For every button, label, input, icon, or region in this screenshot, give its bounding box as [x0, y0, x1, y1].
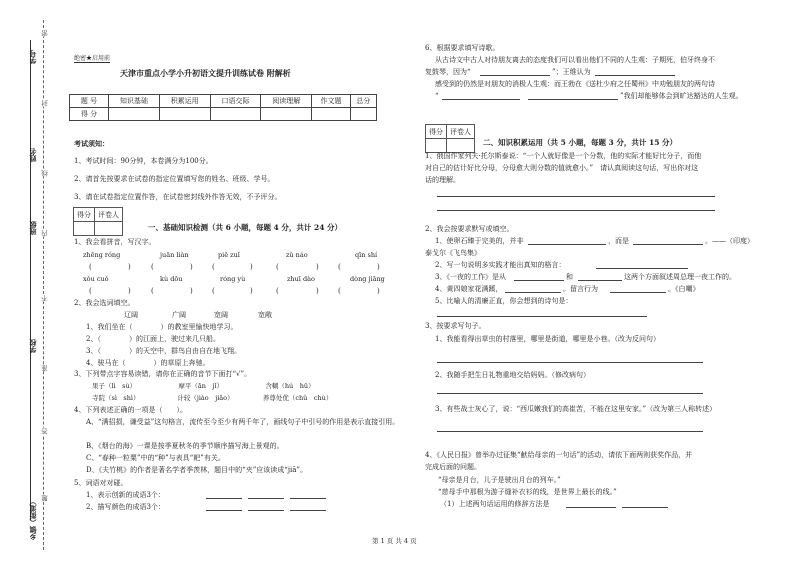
- pinyin: xǒu cuǒ: [83, 275, 109, 283]
- score-row-label: 得 分: [70, 108, 109, 121]
- score-cell[interactable]: [210, 108, 261, 121]
- label-name: 姓名: [28, 148, 37, 162]
- label-school: 学校: [28, 339, 37, 353]
- question: 4、《人民日报》曾举办过征集“献给母亲的一句话”的活动，请依下面两则获奖作品，并: [425, 451, 693, 459]
- choice-option: B、《烟台的海》一课是按季夏秋冬的季节顺序描写海上景观的。: [86, 442, 284, 450]
- answer-paren: ): [316, 287, 319, 295]
- poem-text: 复鼓琴，因为“: [425, 68, 471, 76]
- fill-item: 3、（ ）的天空中，群鸟自由自在地飞翔。: [86, 347, 241, 355]
- question-text: 完成后面的问题。: [425, 463, 481, 471]
- answer-paren: (: [89, 287, 92, 295]
- score-cell[interactable]: [159, 108, 210, 121]
- poem-text: 感受到的仍然是对朋友的消极人生观：而王勃在《送杜少府之任蜀州》中劝勉朋友的两句诗: [435, 80, 715, 88]
- scorer-grader-label: 评卷人: [447, 125, 475, 139]
- fill-item: 5、比喻人的清廉正直，你会想到的诗句是：: [435, 297, 573, 305]
- question: 3、按要求写句子。: [425, 322, 486, 330]
- score-header: 积累运用: [159, 95, 210, 108]
- word-choice: 宽阔: [214, 311, 228, 319]
- question: 6、根据要求填写诗歌。: [425, 44, 500, 52]
- pinyin: róng yù: [220, 275, 246, 283]
- poem-text: “: [435, 92, 439, 100]
- answer-paren: ): [190, 287, 193, 295]
- scorer-grader-cell[interactable]: [95, 222, 123, 236]
- score-cell[interactable]: [312, 108, 351, 121]
- fill-item: ，而是: [608, 237, 629, 245]
- fill-item: 2、（ ）的江面上，驶过来几只船。: [86, 335, 220, 343]
- fill-item: 。留言行为: [563, 285, 598, 293]
- idiom-prompt: 2、描写颜色的成语3个：: [86, 503, 165, 511]
- answer-paren: (: [212, 263, 215, 271]
- fill-item: 。《白嘲》: [668, 285, 700, 293]
- label-class: 班级: [28, 221, 37, 235]
- answer-line[interactable]: [437, 431, 703, 432]
- cut-word: 密: [41, 30, 49, 37]
- scorer-grader-label: 评卷人: [95, 208, 123, 222]
- answer-blank[interactable]: [596, 268, 688, 269]
- cut-word: 线: [41, 170, 49, 177]
- fill-item: 1、我们坐在（ ）的教室里愉快地学习。: [86, 323, 238, 331]
- scorer-box: [425, 124, 475, 153]
- score-header: 口语交际: [210, 95, 261, 108]
- answer-paren: ): [128, 263, 131, 271]
- scorer-box: [73, 207, 123, 236]
- score-table: [69, 94, 377, 121]
- notice-item: 1、考试时间：90分钟，本卷满分为100分。: [74, 157, 213, 165]
- fill-item: 1、使卵石臻于完美的，并非: [435, 237, 524, 245]
- page-footer: 第 1 页 共 4 页: [372, 537, 417, 545]
- question: 4、下列表述正确的一项是（ ）。: [74, 406, 187, 414]
- section1-heading: 一、基础知识检测（共 6 小题，每题 4 分，共计 24 分）: [148, 223, 343, 232]
- score-header: 阅读理解: [261, 95, 312, 108]
- pinyin: zǔ náo: [286, 251, 308, 259]
- score-header: 题 号: [70, 95, 109, 108]
- answer-blank[interactable]: [622, 507, 668, 508]
- cut-word: 题: [41, 495, 49, 502]
- answer-paren: (: [151, 287, 154, 295]
- answer-blank[interactable]: [610, 292, 666, 293]
- score-header: 作文题: [312, 95, 351, 108]
- quote: “慈母手中那根为游子缝补衣衫的线，是世界上最长的线。”: [438, 488, 617, 496]
- pinyin: piē zuǐ: [218, 251, 240, 259]
- answer-blank[interactable]: [248, 510, 284, 511]
- poem-text: ”我们却能够体会到旷达豁达的人生观。: [620, 92, 743, 100]
- fill-item: 和: [566, 273, 573, 281]
- answer-line[interactable]: [437, 393, 703, 394]
- notice-heading: 考试须知：: [74, 139, 109, 148]
- rewrite-item: 1、我能看得出草虫的村落里，哪里是街道，哪里是小巷。（改为反问句）: [435, 335, 660, 343]
- scorer-score-cell[interactable]: [426, 139, 447, 153]
- answer-blank[interactable]: [578, 280, 622, 281]
- fill-item: 3、《一夜的工作》是从: [435, 273, 506, 281]
- answer-paren: (: [276, 263, 279, 271]
- pinyin: dòng jiāng: [350, 275, 385, 283]
- answer-paren: ): [128, 287, 131, 295]
- score-header: 知识基础: [109, 95, 160, 108]
- score-header: 总分: [350, 95, 376, 108]
- answer-paren: ): [190, 263, 193, 271]
- answer-blank[interactable]: [442, 99, 520, 100]
- cut-word: 准: [41, 365, 49, 372]
- answer-paren: ): [377, 263, 380, 271]
- question: 5、词语对对碰。: [74, 479, 128, 487]
- word-choice: 广阔: [172, 311, 186, 319]
- question: 2、我会按要求默写或填空。: [425, 225, 514, 233]
- answer-line[interactable]: [437, 362, 703, 363]
- pinyin: zhuī dào: [287, 275, 315, 283]
- poem-text: 从古诗文中古人对待朋友离去的态度我们可以看出他们不同的人生观：子期死，伯牙终身不: [435, 56, 715, 64]
- question: 2、我会选词填空。: [74, 299, 135, 307]
- word-choice: 宽敞: [258, 311, 272, 319]
- answer-blank[interactable]: [290, 510, 326, 511]
- answer-paren: (: [151, 263, 154, 271]
- notice-item: 3、请在试卷指定位置作答，在试卷密封线外作答无效，不予评分。: [74, 193, 282, 201]
- answer-blank[interactable]: [528, 244, 606, 245]
- pinyin: juān liàn: [160, 251, 189, 259]
- answer-blank[interactable]: [595, 75, 675, 76]
- answer-paren: ): [316, 263, 319, 271]
- cut-word: 内: [41, 230, 49, 237]
- fill-item: 4、骏马在（ ）的草原上奔驰。: [86, 359, 210, 367]
- answer-line[interactable]: [437, 210, 715, 211]
- quote: “母亲是月台，儿子是驶出月台的列车。”: [438, 476, 561, 484]
- answer-blank[interactable]: [206, 510, 242, 511]
- answer-blank[interactable]: [528, 99, 618, 100]
- pronunciation-row: 寺院（sì shì） 计较（jiào jiǎo） 养尊处优（chǔ chù）: [92, 394, 333, 402]
- fill-item: 4、黄四娘家花满蹊，: [435, 285, 503, 293]
- answer-paren: (: [212, 287, 215, 295]
- section2-heading: 二、知识积累运用（共 5 小题，每题 3 分，共计 15 分）: [483, 138, 678, 147]
- choice-option: C、“春种一粒粟”中的“种”与表具“耙”有关。: [86, 454, 225, 462]
- fill-item: 这两个方面叙述周总理一夜工作的。: [624, 273, 736, 281]
- answer-line[interactable]: [437, 196, 715, 197]
- answer-blank[interactable]: [248, 498, 284, 499]
- question: 3、下列带点字容易读错，请你在正确的音节下面打“√”。: [74, 370, 252, 378]
- pronunciation-row: 果子（lì sù） 摩平（ān jǐ） 含糊（hú hū）: [92, 382, 315, 390]
- pinyin: zhēng róng: [83, 251, 121, 259]
- pinyin: qīn shí: [355, 251, 378, 259]
- choice-option: A、“满招损，谦受益”这句格言，流传至今至少有两千年了，画线句子中引号的作用是表示直接引用。: [86, 418, 400, 426]
- word-choice: 辽阔: [124, 311, 138, 319]
- answer-paren: (: [276, 287, 279, 295]
- label-student-id: 学号: [28, 50, 37, 64]
- answer-blank[interactable]: [514, 280, 564, 281]
- page-title: 天津市重点小学小升初语文提升训练试卷 附解析: [120, 68, 291, 78]
- poem-text: ”；王维认为: [552, 68, 591, 76]
- label-township: 乡镇（街道）: [28, 498, 37, 540]
- fill-item: 2、写一句说明多实践才能出真知的格言：: [435, 261, 566, 269]
- scorer-score-cell[interactable]: [74, 222, 95, 236]
- rewrite-item: 2、我随手把生日礼物重地交给妈妈。（修改病句）: [435, 371, 590, 379]
- answer-line[interactable]: [437, 316, 647, 317]
- answer-paren: ): [250, 287, 253, 295]
- answer-blank[interactable]: [206, 498, 242, 499]
- answer-paren: ): [377, 287, 380, 295]
- idiom-prompt: 1、表示创新的成语3个：: [86, 491, 165, 499]
- scorer-score-label: 得分: [74, 208, 95, 222]
- notice-item: 2、请首先按要求在试卷的指定位置填写您的姓名、班级、学号。: [74, 175, 275, 183]
- choice-option: D、《夫竹桃》的作者是著名学者季羡林，题目中的“夹”应该读成“jiā”。: [86, 466, 308, 474]
- binding-strip: [0, 0, 58, 565]
- answer-blank[interactable]: [505, 292, 561, 293]
- score-cell[interactable]: [109, 108, 160, 121]
- answer-blank[interactable]: [566, 507, 616, 508]
- cut-word: 封: [41, 100, 49, 107]
- answer-paren: (: [338, 287, 341, 295]
- fill-item: 泰戈尔《飞鸟集》: [425, 249, 481, 257]
- fill-item: 。——（印度）: [705, 237, 754, 245]
- score-cell[interactable]: [350, 108, 376, 121]
- score-cell[interactable]: [261, 108, 312, 121]
- cut-word: 不: [41, 295, 49, 302]
- answer-paren: ): [250, 263, 253, 271]
- answer-paren: (: [338, 263, 341, 271]
- scorer-score-label: 得分: [426, 125, 447, 139]
- answer-paren: (: [89, 263, 92, 271]
- rewrite-item: 3、有些战士灰心了，说：“西瓜嫩我们的高崔苦，不能在这里安家。”（改为第三人称转述）: [435, 405, 717, 413]
- question: 1、我会看拼音，写汉字。: [74, 238, 156, 246]
- pinyin: kù dōu: [160, 275, 183, 283]
- question-text: 话的理解。: [425, 176, 460, 184]
- confidential-stamp: 绝密★启用前: [74, 55, 111, 62]
- scorer-grader-cell[interactable]: [447, 139, 475, 153]
- answer-blank[interactable]: [480, 75, 550, 76]
- question-text: 对自己的估计好比分母，分母愈大则分数的值就愈小。” 请认真阅读这句话，写出你对这: [425, 164, 699, 172]
- answer-blank[interactable]: [290, 498, 326, 499]
- binding-line: [30, 40, 31, 520]
- question: 1、俄国作家列夫·托尔斯泰说：“一个人就好像是一个分数，他的实际才能好比分子，而他: [425, 152, 702, 160]
- sub-question: （1）上述两句话运用的修辞方法是: [440, 500, 550, 508]
- cut-word: 答: [41, 428, 49, 435]
- answer-blank[interactable]: [633, 244, 703, 245]
